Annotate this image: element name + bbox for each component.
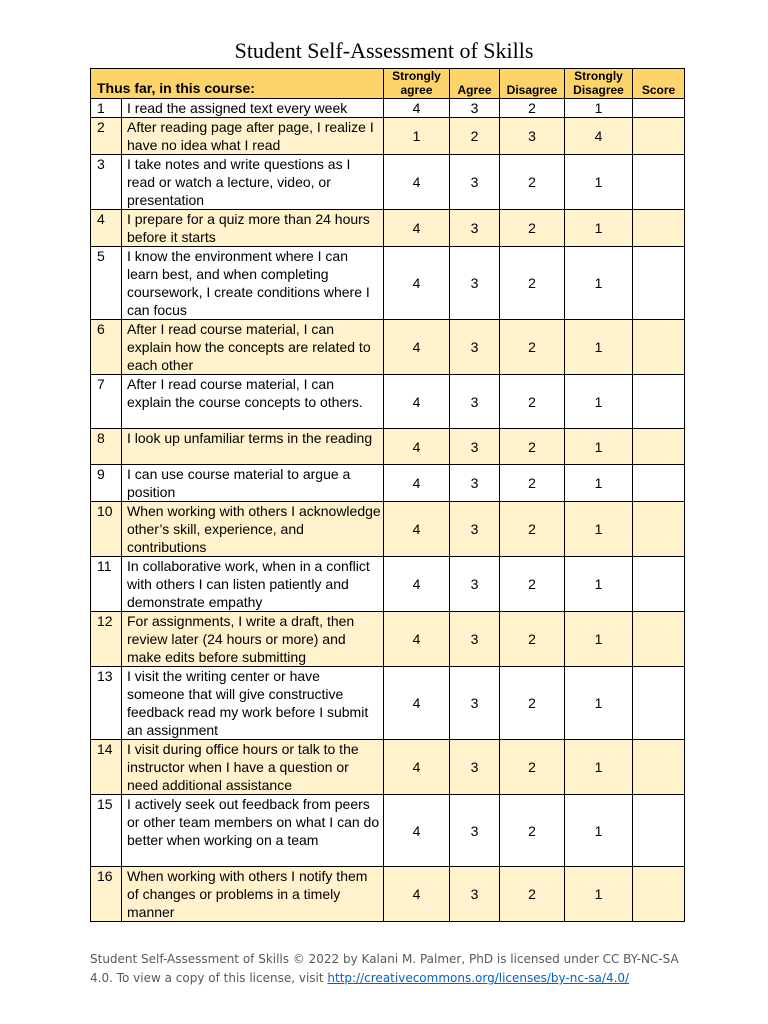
- statement-cell: I can use course material to argue a position: [122, 465, 384, 502]
- table-row: [91, 867, 685, 922]
- row-number: 11: [91, 557, 122, 612]
- cell-strongly-agree: 4: [384, 375, 450, 429]
- row-number: 12: [91, 612, 122, 667]
- table-row: [91, 375, 685, 429]
- statement-cell: I read the assigned text every week: [122, 99, 384, 118]
- table-row: [91, 118, 685, 155]
- cell-agree: 3: [450, 667, 500, 740]
- cell-disagree: 2: [500, 502, 565, 557]
- header-thus-far: Thus far, in this course:: [91, 69, 384, 99]
- cell-strongly-disagree: 1: [565, 557, 633, 612]
- cell-disagree: 2: [500, 210, 565, 247]
- cell-disagree: 2: [500, 247, 565, 320]
- statement-cell: I take notes and write questions as I read or watch a lecture, video, or presentation: [122, 155, 384, 210]
- cell-disagree: 2: [500, 99, 565, 118]
- cell-score[interactable]: [633, 429, 685, 465]
- statement-cell: I know the environment where I can learn best, and when completing coursework, I create conditions where I can focus: [122, 247, 384, 320]
- cell-strongly-disagree: 1: [565, 320, 633, 375]
- cell-score[interactable]: [633, 465, 685, 502]
- header-strongly-disagree: Strongly Disagree: [565, 69, 633, 99]
- table-row: [91, 502, 685, 557]
- statement-cell: I visit the writing center or have someone that will give constructive feedback read my work before I submit an assignment: [122, 667, 384, 740]
- table-row: [91, 612, 685, 667]
- cell-disagree: 2: [500, 667, 565, 740]
- row-number: 16: [91, 867, 122, 922]
- cell-disagree: 2: [500, 465, 565, 502]
- cell-strongly-disagree: 1: [565, 247, 633, 320]
- statement-cell: I look up unfamiliar terms in the reading: [122, 429, 384, 465]
- cell-disagree: 2: [500, 740, 565, 795]
- row-number: 7: [91, 375, 122, 429]
- cell-strongly-agree: 1: [384, 118, 450, 155]
- cell-strongly-agree: 4: [384, 612, 450, 667]
- cell-score[interactable]: [633, 118, 685, 155]
- table-row: [91, 99, 685, 118]
- cell-score[interactable]: [633, 795, 685, 867]
- cell-strongly-agree: 4: [384, 247, 450, 320]
- row-number: 6: [91, 320, 122, 375]
- cell-agree: 3: [450, 320, 500, 375]
- cell-agree: 3: [450, 210, 500, 247]
- header-disagree: Disagree: [500, 69, 565, 99]
- statement-cell: For assignments, I write a draft, then review later (24 hours or more) and make edits before submitting: [122, 612, 384, 667]
- cell-strongly-disagree: 1: [565, 429, 633, 465]
- cell-disagree: 2: [500, 867, 565, 922]
- cell-strongly-agree: 4: [384, 320, 450, 375]
- cell-strongly-disagree: 1: [565, 210, 633, 247]
- table-row: [91, 667, 685, 740]
- cell-score[interactable]: [633, 867, 685, 922]
- header-strongly-agree: Strongly agree: [384, 69, 450, 99]
- cell-score[interactable]: [633, 667, 685, 740]
- table-row: [91, 247, 685, 320]
- table-row: [91, 429, 685, 465]
- cell-strongly-agree: 4: [384, 740, 450, 795]
- page-title: Student Self-Assessment of Skills: [234, 38, 534, 63]
- cell-score[interactable]: [633, 155, 685, 210]
- row-number: 13: [91, 667, 122, 740]
- header-score: Score: [633, 69, 685, 99]
- table-row: [91, 320, 685, 375]
- cell-strongly-agree: 4: [384, 99, 450, 118]
- cell-agree: 3: [450, 795, 500, 867]
- table-row: [91, 465, 685, 502]
- cell-strongly-agree: 4: [384, 429, 450, 465]
- statement-cell: I prepare for a quiz more than 24 hours before it starts: [122, 210, 384, 247]
- cell-score[interactable]: [633, 557, 685, 612]
- cell-disagree: 2: [500, 375, 565, 429]
- cell-strongly-disagree: 1: [565, 795, 633, 867]
- cell-strongly-agree: 4: [384, 557, 450, 612]
- cell-score[interactable]: [633, 612, 685, 667]
- cell-agree: 3: [450, 375, 500, 429]
- row-number: 2: [91, 118, 122, 155]
- license-text: Student Self-Assessment of Skills © 2022 by Kalani M. Palmer, PhD is licensed under CC BY-NC-SA 4.0. To view a copy of this license, visit: [90, 952, 679, 985]
- license-footer: [90, 950, 690, 988]
- cell-agree: 3: [450, 867, 500, 922]
- table-row: [91, 740, 685, 795]
- cell-agree: 3: [450, 429, 500, 465]
- cell-strongly-disagree: 4: [565, 118, 633, 155]
- cell-strongly-disagree: 1: [565, 867, 633, 922]
- cell-score[interactable]: [633, 502, 685, 557]
- cell-strongly-disagree: 1: [565, 155, 633, 210]
- license-link[interactable]: http://creativecommons.org/licenses/by-nc-sa/4.0/: [327, 971, 630, 985]
- cell-agree: 3: [450, 612, 500, 667]
- statement-cell: After I read course material, I can explain how the concepts are related to each other: [122, 320, 384, 375]
- cell-strongly-disagree: 1: [565, 375, 633, 429]
- cell-strongly-disagree: 1: [565, 465, 633, 502]
- cell-agree: 3: [450, 465, 500, 502]
- cell-strongly-disagree: 1: [565, 502, 633, 557]
- cell-agree: 3: [450, 155, 500, 210]
- statement-cell: In collaborative work, when in a conflict with others I can listen patiently and demonstrate empathy: [122, 557, 384, 612]
- cell-disagree: 2: [500, 557, 565, 612]
- cell-disagree: 3: [500, 118, 565, 155]
- cell-score[interactable]: [633, 740, 685, 795]
- row-number: 1: [91, 99, 122, 118]
- row-number: 5: [91, 247, 122, 320]
- cell-score[interactable]: [633, 99, 685, 118]
- cell-strongly-agree: 4: [384, 465, 450, 502]
- header-row: [91, 69, 685, 99]
- cell-strongly-disagree: 1: [565, 612, 633, 667]
- cell-strongly-agree: 4: [384, 502, 450, 557]
- cell-score[interactable]: [633, 210, 685, 247]
- statement-cell: When working with others I notify them of changes or problems in a timely manner: [122, 867, 384, 922]
- cell-disagree: 2: [500, 795, 565, 867]
- row-number: 14: [91, 740, 122, 795]
- statement-cell: After reading page after page, I realize I have no idea what I read: [122, 118, 384, 155]
- row-number: 8: [91, 429, 122, 465]
- cell-strongly-agree: 4: [384, 155, 450, 210]
- header-agree: Agree: [450, 69, 500, 99]
- cell-strongly-disagree: 1: [565, 740, 633, 795]
- table-row: [91, 795, 685, 867]
- row-number: 10: [91, 502, 122, 557]
- row-number: 9: [91, 465, 122, 502]
- statement-cell: After I read course material, I can explain the course concepts to others.: [122, 375, 384, 429]
- row-number: 4: [91, 210, 122, 247]
- cell-disagree: 2: [500, 612, 565, 667]
- cell-disagree: 2: [500, 429, 565, 465]
- cell-agree: 3: [450, 99, 500, 118]
- table-row: [91, 210, 685, 247]
- cell-score[interactable]: [633, 375, 685, 429]
- cell-strongly-agree: 4: [384, 795, 450, 867]
- table-body: [91, 99, 685, 922]
- cell-disagree: 2: [500, 155, 565, 210]
- statement-cell: I actively seek out feedback from peers or other team members on what I can do better when working on a team: [122, 795, 384, 867]
- row-number: 15: [91, 795, 122, 867]
- cell-disagree: 2: [500, 320, 565, 375]
- assessment-table: [90, 68, 685, 922]
- cell-strongly-disagree: 1: [565, 667, 633, 740]
- cell-agree: 3: [450, 247, 500, 320]
- statement-cell: When working with others I acknowledge other’s skill, experience, and contributions: [122, 502, 384, 557]
- cell-agree: 3: [450, 740, 500, 795]
- cell-agree: 3: [450, 502, 500, 557]
- cell-score[interactable]: [633, 247, 685, 320]
- row-number: 3: [91, 155, 122, 210]
- table-row: [91, 155, 685, 210]
- cell-agree: 3: [450, 557, 500, 612]
- statement-cell: I visit during office hours or talk to the instructor when I have a question or need additional assistance: [122, 740, 384, 795]
- cell-strongly-agree: 4: [384, 667, 450, 740]
- cell-strongly-agree: 4: [384, 867, 450, 922]
- cell-strongly-disagree: 1: [565, 99, 633, 118]
- cell-score[interactable]: [633, 320, 685, 375]
- cell-strongly-agree: 4: [384, 210, 450, 247]
- table-row: [91, 557, 685, 612]
- cell-agree: 2: [450, 118, 500, 155]
